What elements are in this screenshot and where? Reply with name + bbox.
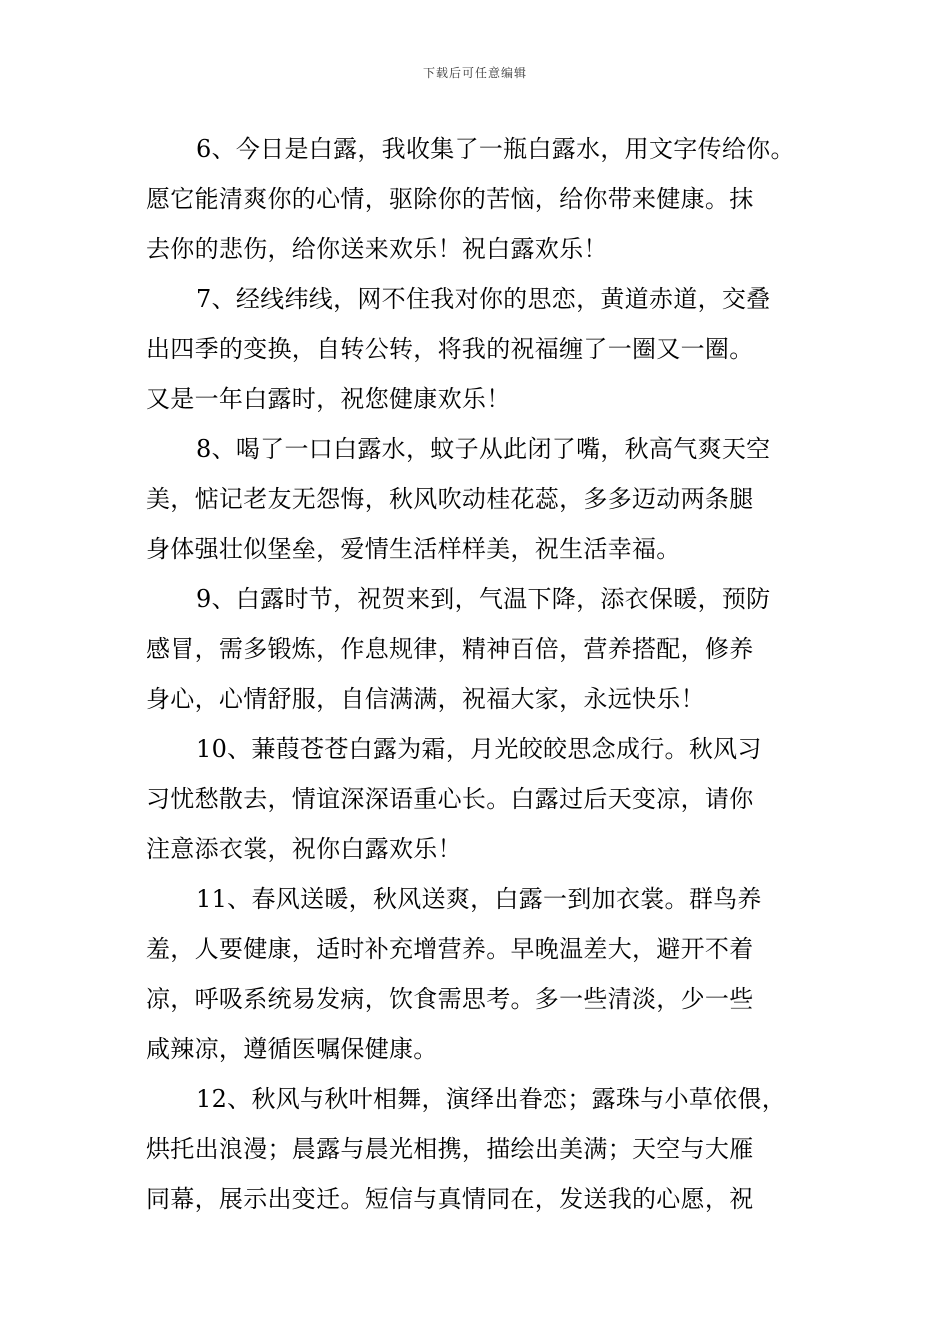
paragraph-line: 11、春风送暖，秋风送爽，白露一到加衣裳。群鸟养 (196, 885, 762, 913)
paragraph-line: 咸辣凉，遵循医嘱保健康。 (146, 1035, 438, 1063)
paragraph-line: 凉，呼吸系统易发病，饮食需思考。多一些清淡，少一些 (146, 985, 754, 1013)
paragraph-line: 习忧愁散去，情谊深深语重心长。白露过后天变凉，请你 (146, 785, 754, 813)
paragraph-line: 6、今日是白露，我收集了一瓶白露水，用文字传给你。 (196, 135, 795, 163)
paragraph-line: 7、经线纬线，网不住我对你的思恋，黄道赤道，交叠 (196, 285, 771, 313)
paragraph-line: 12、秋风与秋叶相舞，演绎出眷恋；露珠与小草依偎， (196, 1085, 787, 1113)
paragraph-line: 身体强壮似堡垒，爱情生活样样美，祝生活幸福。 (146, 535, 681, 563)
paragraph-line: 愿它能清爽你的心情，驱除你的苦恼，给你带来健康。抹 (146, 185, 754, 213)
paragraph-line: 烘托出浪漫；晨露与晨光相携，描绘出美满；天空与大雁 (146, 1135, 754, 1163)
paragraph-line: 出四季的变换，自转公转，将我的祝福缠了一圈又一圈。 (146, 335, 754, 363)
page-header-note: 下载后可任意编辑 (422, 66, 527, 80)
paragraph-line: 10、蒹葭苍苍白露为霜，月光皎皎思念成行。秋风习 (196, 735, 762, 763)
paragraph-line: 注意添衣裳，祝你白露欢乐！ (146, 835, 462, 863)
paragraph-line: 美，惦记老友无怨悔，秋风吹动桂花蕊，多多迈动两条腿 (146, 485, 754, 513)
paragraph-line: 8、喝了一口白露水，蚊子从此闭了嘴，秋高气爽天空 (196, 435, 771, 463)
paragraph-line: 又是一年白露时，祝您健康欢乐！ (146, 385, 511, 413)
paragraph-line: 9、白露时节，祝贺来到，气温下降，添衣保暖，预防 (196, 585, 771, 613)
paragraph-line: 羞，人要健康，适时补充增营养。早晚温差大，避开不着 (146, 935, 754, 963)
paragraph-line: 感冒，需多锻炼，作息规律，精神百倍，营养搭配，修养 (146, 635, 754, 663)
paragraph-line: 同幕，展示出变迁。短信与真情同在，发送我的心愿，祝 (146, 1185, 754, 1213)
paragraph-line: 去你的悲伤，给你送来欢乐！祝白露欢乐！ (146, 235, 608, 263)
paragraph-line: 身心，心情舒服，自信满满，祝福大家，永远快乐！ (146, 685, 705, 713)
